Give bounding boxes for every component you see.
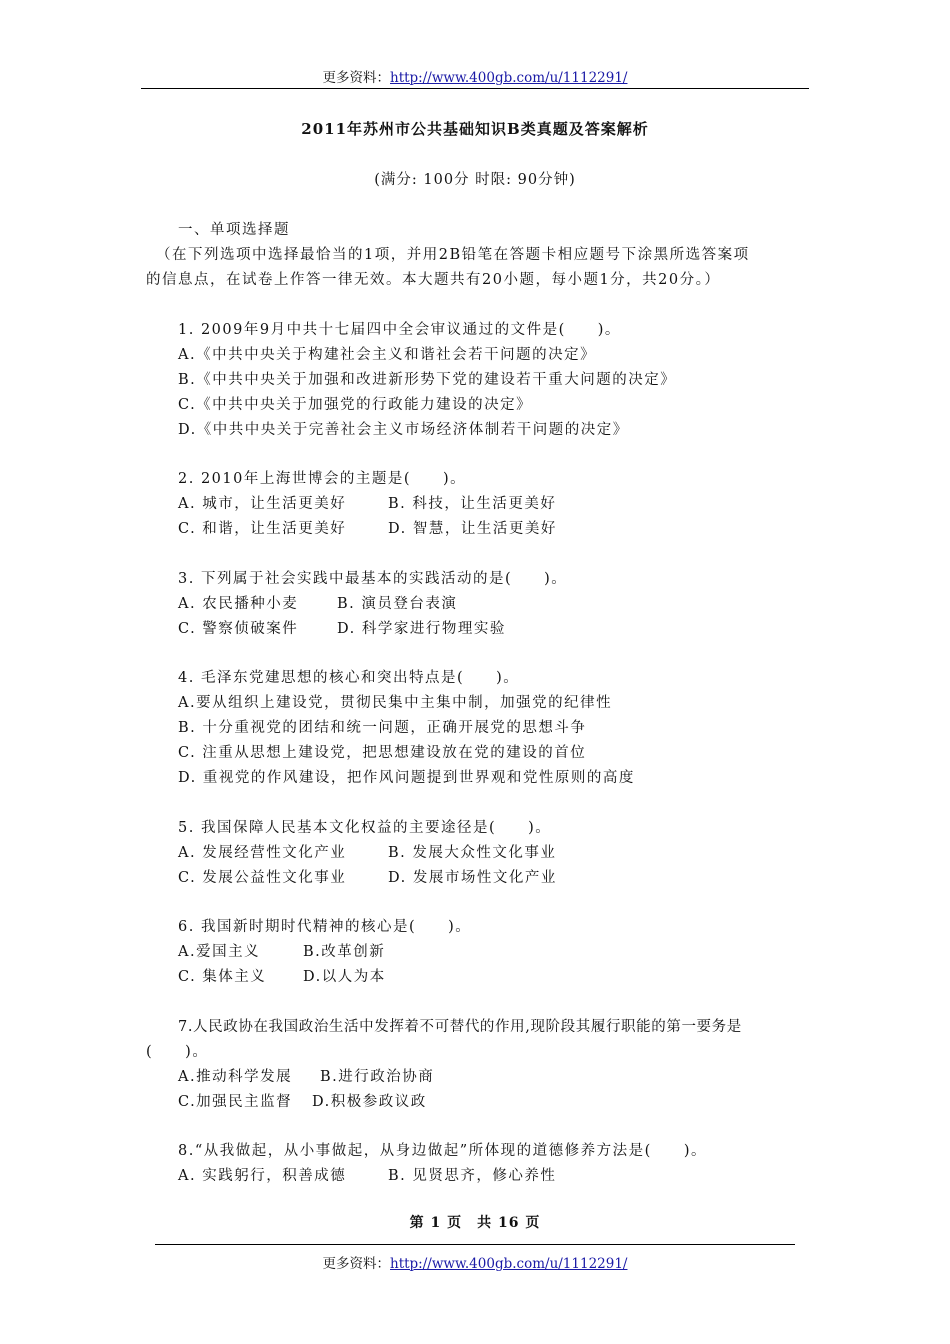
question-option: B. 发展大众性文化事业 [388,845,557,861]
question-stem: 7.人民政协在我国政治生活中发挥着不可替代的作用,现阶段其履行职能的第一要务是 [178,1019,742,1035]
question-option: A.爱国主义 [178,944,261,960]
question-option: C. 警察侦破案件 [178,621,299,637]
question-option: D. 重视党的作风建设，把作风问题提到世界观和党性原则的高度 [178,770,635,786]
header-divider [141,88,809,89]
question-option: C. 发展公益性文化事业 [178,870,347,886]
question-option: B. 科技，让生活更美好 [388,496,557,512]
question-option: B.《中共中央关于加强和改进新形势下党的建设若干重大问题的决定》 [178,372,677,388]
header-link[interactable]: http://www.400gb.com/u/1112291/ [390,70,628,86]
question-option: A.推动科学发展 [178,1069,293,1085]
question-stem: 3. 下列属于社会实践中最基本的实践活动的是( )。 [178,571,568,587]
question-option: A. 实践躬行，积善成德 [178,1168,347,1184]
header-prefix: 更多资料： [322,70,390,86]
question-stem: 2. 2010年上海世博会的主题是( )。 [178,471,467,487]
question-stem: 5. 我国保障人民基本文化权益的主要途径是( )。 [178,820,552,836]
section-instruction: （在下列选项中选择最恰当的1项，并用2B铅笔在答题卡相应题号下涂黑所选答案项 [156,247,750,263]
question-option: C.加强民主监督 [178,1094,293,1110]
question-option: A. 发展经营性文化产业 [178,845,347,861]
question-option: B.进行政治协商 [320,1069,435,1085]
section-heading: 一、单项选择题 [178,222,290,238]
question-option: B. 见贤思齐，修心养性 [388,1168,557,1184]
question-stem: 8.“从我做起，从小事做起，从身边做起”所体现的道德修养方法是( )。 [178,1143,707,1159]
question-option: D.《中共中央关于完善社会主义市场经济体制若干问题的决定》 [178,422,629,438]
question-option: D.以人为本 [303,969,386,985]
footer-link[interactable]: http://www.400gb.com/u/1112291/ [390,1256,628,1272]
section-instruction: 的信息点，在试卷上作答一律无效。本大题共有20小题，每小题1分，共20分。） [146,272,721,288]
page-footer [0,1252,950,1272]
question-stem: 1. 2009年9月中共十七届四中全会审议通过的文件是( )。 [178,322,621,338]
question-option: C. 集体主义 [178,969,267,985]
question-option: B. 演员登台表演 [337,596,458,612]
question-option: C. 和谐，让生活更美好 [178,521,347,537]
question-stem: ( )。 [146,1044,209,1060]
exam-meta: (满分: 100分 时限: 90分钟) [374,172,576,188]
question-option: A.《中共中央关于构建社会主义和谐社会若干问题的决定》 [178,347,597,363]
question-option: D.积极参政议政 [312,1094,427,1110]
question-option: A. 城市，让生活更美好 [178,496,347,512]
question-stem: 4. 毛泽东党建思想的核心和突出特点是( )。 [178,670,520,686]
page-header [0,66,950,86]
question-option: A.要从组织上建设党，贯彻民集中主集中制，加强党的纪律性 [178,695,613,711]
page-number: 第 1 页 共 16 页 [409,1215,541,1231]
question-option: D. 科学家进行物理实验 [337,621,506,637]
question-option: C.《中共中央关于加强党的行政能力建设的决定》 [178,397,533,413]
question-option: B.改革创新 [303,944,386,960]
question-option: D. 智慧，让生活更美好 [388,521,557,537]
question-option: B. 十分重视党的团结和统一问题，正确开展党的思想斗争 [178,720,587,736]
document-title: 2011年苏州市公共基础知识B类真题及答案解析 [301,120,649,138]
question-stem: 6. 我国新时期时代精神的核心是( )。 [178,919,472,935]
question-option: A. 农民播种小麦 [178,596,299,612]
footer-prefix: 更多资料： [322,1256,390,1272]
question-option: D. 发展市场性文化产业 [388,870,557,886]
question-option: C. 注重从思想上建设党，把思想建设放在党的建设的首位 [178,745,587,761]
footer-divider [155,1244,795,1245]
